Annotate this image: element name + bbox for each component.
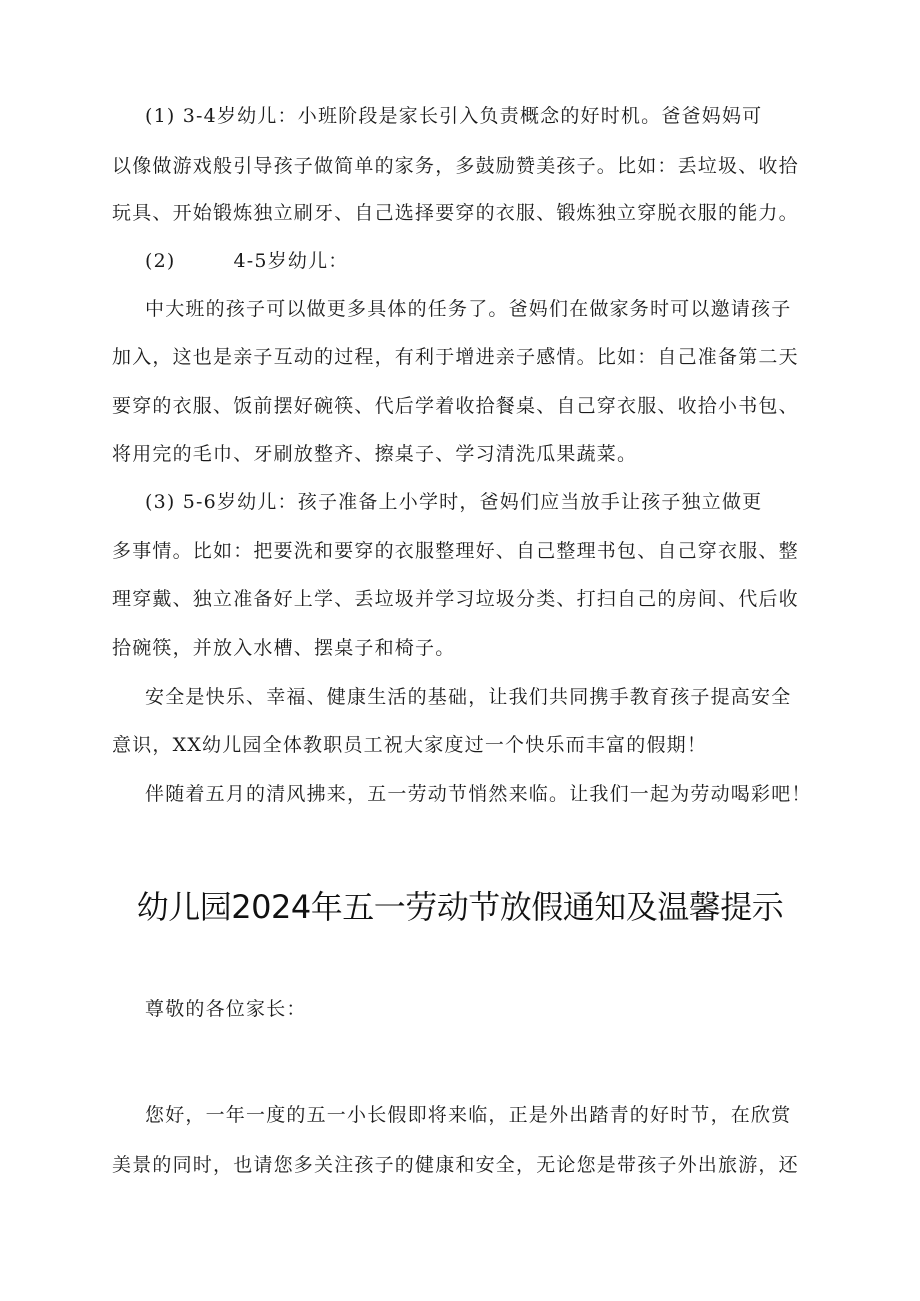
paragraph-line: 美景的同时，也请您多关注孩子的健康和安全，无论您是带孩子外出旅游，还 (112, 1154, 799, 1176)
document-title: 幼儿园2024年五一劳动节放假通知及温馨提示 (136, 888, 784, 926)
subheading-line (145, 246, 865, 276)
paragraph-line: 将用完的毛巾、牙刷放整齐、擦桌子、学习清洗瓜果蔬菜。 (112, 443, 638, 465)
paragraph-line: (3) 5-6岁幼儿：孩子准备上小学时，爸妈们应当放手让孩子独立做更 (145, 491, 763, 513)
paragraph-line: 玩具、开始锻炼独立刷牙、自己选择要穿的衣服、锻炼独立穿脱衣服的能力。 (112, 202, 799, 224)
paragraph-line: 中大班的孩子可以做更多具体的任务了。爸妈们在做家务时可以邀请孩子 (145, 298, 792, 320)
paragraph-line: 多事情。比如：把要洗和要穿的衣服整理好、自己整理书包、自己穿衣服、整 (112, 540, 799, 562)
salutation: 尊敬的各位家长： (145, 998, 307, 1020)
item-label: 4-5岁幼儿： (233, 250, 349, 272)
paragraph-line: 加入，这也是亲子互动的过程，有利于增进亲子感情。比如：自己准备第二天 (112, 346, 799, 368)
paragraph-line: 您好，一年一度的五一小长假即将来临，正是外出踏青的好时节，在欣赏 (145, 1104, 792, 1126)
paragraph-line: 理穿戴、独立准备好上学、丢垃圾并学习垃圾分类、打扫自己的房间、代后收 (112, 588, 799, 610)
paragraph-line: 安全是快乐、幸福、健康生活的基础，让我们共同携手教育孩子提高安全 (145, 686, 792, 708)
paragraph-line: 要穿的衣服、饭前摆好碗筷、代后学着收拾餐桌、自己穿衣服、收拾小书包、 (112, 395, 799, 417)
paragraph-line: 伴随着五月的清风拂来，五一劳动节悄然来临。让我们一起为劳动喝彩吧！ (145, 783, 812, 805)
paragraph-line: (1) 3-4岁幼儿：小班阶段是家长引入负责概念的好时机。爸爸妈妈可 (145, 105, 763, 127)
paragraph-line: 拾碗筷，并放入水槽、摆桌子和椅子。 (112, 637, 456, 659)
item-number: (2) (145, 250, 176, 272)
paragraph-line: 意识，XX幼儿园全体教职员工祝大家度过一个快乐而丰富的假期！ (112, 734, 708, 756)
paragraph-line: 以像做游戏般引导孩子做简单的家务，多鼓励赞美孩子。比如：丢垃圾、收拾 (112, 155, 799, 177)
